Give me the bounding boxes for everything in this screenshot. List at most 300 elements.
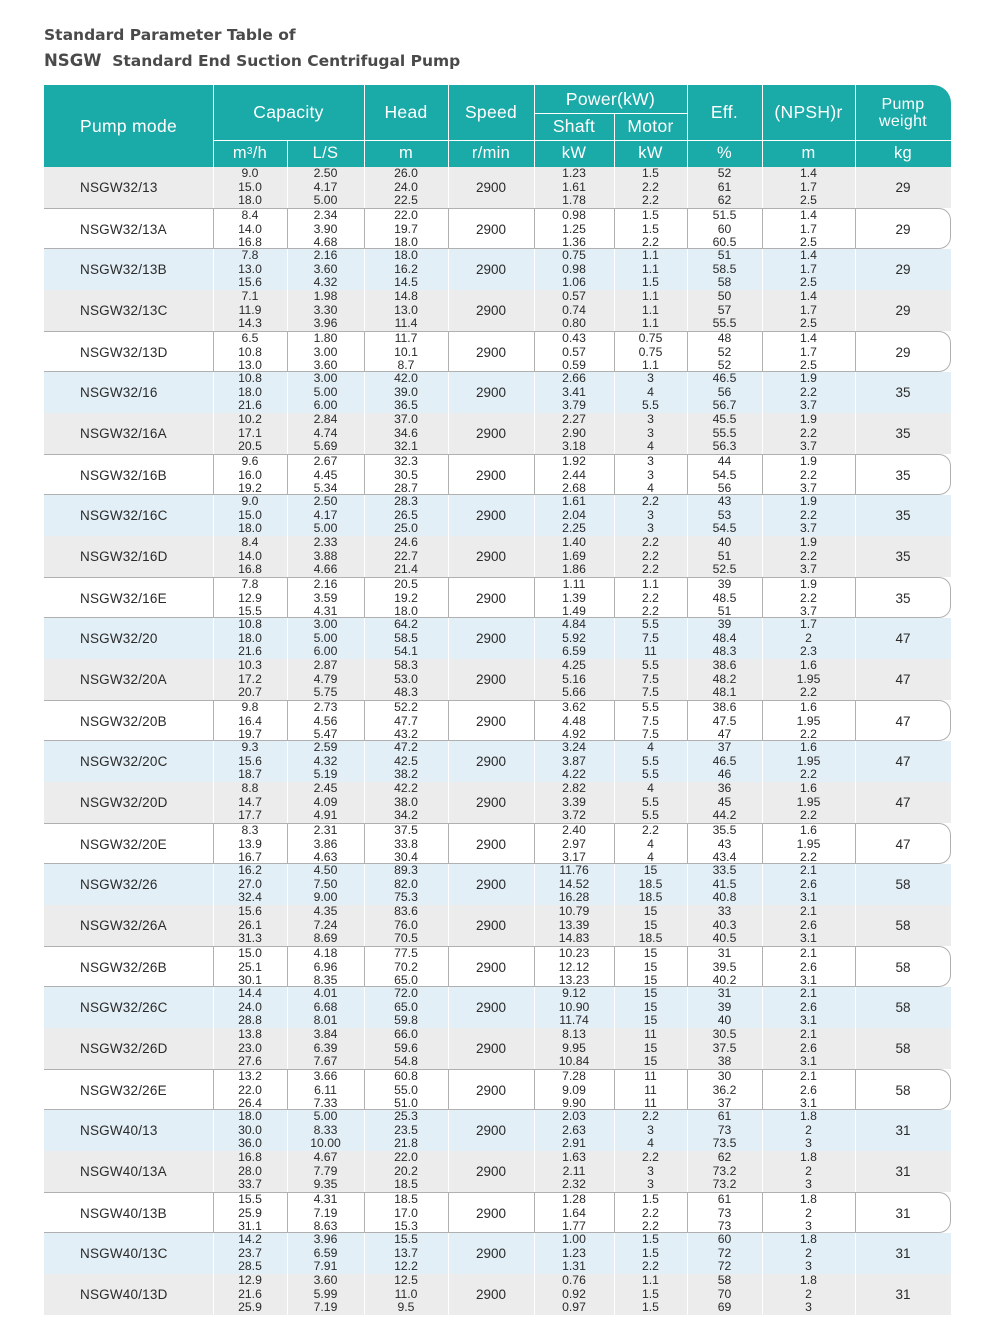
ls-cell <box>287 1193 364 1234</box>
h-value: 15.5 <box>394 1232 418 1246</box>
motor-cell <box>614 1028 687 1069</box>
q-value: 24.0 <box>238 999 262 1014</box>
shaft-cell <box>534 290 614 331</box>
npsh-value: 2.2 <box>800 507 817 522</box>
speed-cell: 2900 <box>475 591 507 606</box>
npsh-value: 2 <box>805 1122 812 1137</box>
table-row <box>44 618 951 659</box>
h-cell <box>364 413 448 454</box>
h-cell <box>364 1233 448 1274</box>
shaft-value: 2.32 <box>562 1177 586 1192</box>
npsh-value: 2 <box>805 630 812 645</box>
shaft-value: 9.90 <box>562 1096 586 1111</box>
npsh-value: 2.5 <box>800 235 817 250</box>
speed-cell: 2900 <box>475 468 507 483</box>
h-cell <box>364 824 448 865</box>
eff-value: 73 <box>717 1219 732 1234</box>
shaft-value: 0.92 <box>562 1286 586 1301</box>
npsh-value: 3.7 <box>800 439 817 454</box>
npsh-cell <box>762 1070 855 1111</box>
eff-value: 39.5 <box>712 959 737 974</box>
npsh-value: 3.1 <box>800 890 817 905</box>
ls-cell <box>287 987 364 1028</box>
eff-value: 37.5 <box>712 1040 737 1055</box>
shaft-cell <box>534 947 614 988</box>
h-cell <box>364 455 448 496</box>
q-value: 32.4 <box>238 890 262 905</box>
npsh-value: 2.2 <box>800 727 817 742</box>
table-row <box>44 987 951 1028</box>
shaft-value: 4.22 <box>562 767 586 782</box>
motor-cell <box>614 659 687 700</box>
eff-cell <box>687 618 762 659</box>
h-cell <box>364 618 448 659</box>
motor-value: 1.1 <box>642 289 659 303</box>
shaft-value: 7.28 <box>562 1069 586 1083</box>
shaft-value: 1.63 <box>562 1150 586 1164</box>
npsh-cell <box>762 290 855 331</box>
eff-value: 62 <box>717 193 732 208</box>
ls-cell <box>287 659 364 700</box>
weight-cell: 47 <box>895 714 911 729</box>
npsh-value: 3 <box>805 1219 812 1234</box>
motor-value: 1.1 <box>642 261 659 276</box>
npsh-value: 2.6 <box>800 999 817 1014</box>
eff-value: 38.6 <box>712 658 737 672</box>
eff-value: 54.5 <box>712 521 737 536</box>
shaft-value: 10.23 <box>558 946 590 960</box>
motor-cell <box>614 782 687 823</box>
npsh-cell <box>762 701 855 742</box>
weight-cell: 29 <box>895 345 911 360</box>
shaft-cell <box>534 536 614 577</box>
eff-value: 31 <box>717 986 732 1000</box>
h-value: 23.5 <box>394 1122 418 1137</box>
table-row <box>44 372 951 413</box>
shaft-value: 1.86 <box>562 562 586 577</box>
motor-value: 15 <box>643 946 658 960</box>
h-value: 72.0 <box>394 986 418 1000</box>
eff-value: 58 <box>717 275 732 290</box>
ls-value: 4.09 <box>313 794 338 809</box>
shaft-value: 0.75 <box>562 248 586 262</box>
npsh-value: 1.8 <box>800 1192 817 1206</box>
pump-model-cell: NSGW32/26B <box>80 960 167 975</box>
shaft-value: 2.90 <box>562 425 586 440</box>
npsh-cell <box>762 536 855 577</box>
shaft-value: 14.83 <box>558 931 590 946</box>
eff-value: 40 <box>717 535 732 549</box>
table-row <box>44 167 951 208</box>
shaft-cell <box>534 659 614 700</box>
q-cell <box>213 864 287 905</box>
shaft-value: 1.49 <box>562 604 586 619</box>
ls-value: 2.67 <box>313 454 338 468</box>
h-value: 13.0 <box>394 302 418 317</box>
eff-value: 56 <box>717 481 732 496</box>
npsh-cell <box>762 1110 855 1151</box>
speed-cell: 2900 <box>475 1041 507 1056</box>
motor-cell <box>614 167 687 208</box>
shaft-cell <box>534 905 614 946</box>
q-cell <box>213 701 287 742</box>
pump-model-cell: NSGW32/26C <box>80 1000 168 1015</box>
eff-value: 61 <box>717 179 732 194</box>
motor-cell <box>614 741 687 782</box>
eff-value: 45 <box>717 794 732 809</box>
npsh-value: 2.2 <box>800 850 817 865</box>
shaft-cell <box>534 1070 614 1111</box>
h-value: 58.5 <box>394 630 418 645</box>
motor-cell <box>614 290 687 331</box>
shaft-value: 9.95 <box>562 1040 586 1055</box>
eff-value: 48.5 <box>712 590 737 605</box>
table-row <box>44 413 951 454</box>
q-value: 28.0 <box>238 1163 262 1178</box>
npsh-value: 1.7 <box>800 617 817 631</box>
h-cell <box>364 905 448 946</box>
shaft-value: 3.41 <box>562 384 586 399</box>
eff-value: 46 <box>717 767 732 782</box>
shaft-cell <box>534 1233 614 1274</box>
npsh-cell <box>762 659 855 700</box>
header-motor: Motor <box>627 116 674 136</box>
q-cell <box>213 1151 287 1192</box>
table-body <box>44 167 951 1315</box>
q-value: 17.2 <box>238 671 262 686</box>
pump-model-cell: NSGW32/13 <box>80 180 158 195</box>
shaft-cell <box>534 1151 614 1192</box>
speed-cell: 2900 <box>475 1206 507 1221</box>
speed-cell: 2900 <box>475 222 507 237</box>
shaft-value: 1.06 <box>562 275 586 290</box>
ls-value: 6.39 <box>313 1040 338 1055</box>
ls-cell <box>287 209 364 250</box>
q-value: 15.0 <box>238 179 262 194</box>
eff-value: 69 <box>717 1300 732 1315</box>
eff-value: 51 <box>717 548 732 563</box>
q-value: 8.4 <box>241 535 259 549</box>
eff-value: 40 <box>717 1013 732 1028</box>
unit-shaft-kw: kW <box>561 144 587 162</box>
table-row <box>44 208 951 249</box>
eff-value: 48.3 <box>712 644 737 659</box>
npsh-value: 3.7 <box>800 481 817 496</box>
eff-value: 48.2 <box>712 671 737 686</box>
eff-cell <box>687 947 762 988</box>
npsh-cell <box>762 782 855 823</box>
eff-value: 38.6 <box>712 700 737 714</box>
ls-value: 3.60 <box>313 1273 338 1287</box>
ls-value: 2.50 <box>313 494 338 508</box>
eff-cell <box>687 824 762 865</box>
ls-cell <box>287 1233 364 1274</box>
h-value: 38.0 <box>394 794 418 809</box>
motor-value: 2.2 <box>642 590 659 605</box>
h-value: 59.8 <box>394 1013 418 1028</box>
h-value: 9.5 <box>397 1300 415 1315</box>
eff-value: 36.2 <box>712 1082 737 1097</box>
table-row <box>44 823 951 864</box>
pump-model-cell: NSGW32/16D <box>80 549 168 564</box>
npsh-cell <box>762 864 855 905</box>
eff-cell <box>687 209 762 250</box>
npsh-cell <box>762 1193 855 1234</box>
shaft-value: 1.69 <box>562 548 586 563</box>
ls-value: 4.35 <box>313 904 338 918</box>
ls-value: 4.01 <box>313 986 338 1000</box>
npsh-value: 3.1 <box>800 1013 817 1028</box>
h-value: 77.5 <box>394 946 418 960</box>
h-cell <box>364 249 448 290</box>
h-value: 83.6 <box>394 904 418 918</box>
pump-model-cell: NSGW40/13B <box>80 1206 167 1221</box>
shaft-value: 0.59 <box>562 358 586 373</box>
ls-value: 3.66 <box>313 1069 338 1083</box>
npsh-cell <box>762 249 855 290</box>
ls-value: 5.75 <box>313 685 338 700</box>
shaft-value: 1.78 <box>562 193 586 208</box>
ls-value: 8.35 <box>313 973 338 988</box>
ls-value: 3.84 <box>313 1027 338 1041</box>
h-value: 70.2 <box>394 959 418 974</box>
motor-value: 15 <box>643 973 658 988</box>
shaft-value: 1.25 <box>562 221 586 236</box>
ls-value: 7.19 <box>313 1300 338 1315</box>
shaft-value: 0.98 <box>562 261 586 276</box>
npsh-value: 2.1 <box>800 1027 817 1041</box>
shaft-value: 1.64 <box>562 1205 586 1220</box>
eff-value: 73.2 <box>712 1163 737 1178</box>
eff-value: 61 <box>717 1109 732 1123</box>
shaft-value: 12.12 <box>558 959 590 974</box>
eff-value: 73 <box>717 1205 732 1220</box>
npsh-value: 2.5 <box>800 316 817 331</box>
motor-value: 5.5 <box>642 794 659 809</box>
shaft-cell <box>534 209 614 250</box>
eff-cell <box>687 536 762 577</box>
ls-cell <box>287 455 364 496</box>
document-title-line2 <box>44 51 460 70</box>
npsh-cell <box>762 332 855 373</box>
shaft-value: 1.61 <box>562 494 586 508</box>
h-value: 37.5 <box>394 823 418 837</box>
npsh-value: 1.95 <box>796 671 821 686</box>
ls-value: 2.16 <box>313 577 338 591</box>
motor-value: 2.2 <box>642 1219 659 1234</box>
speed-cell: 2900 <box>475 385 507 400</box>
h-cell <box>364 290 448 331</box>
shaft-value: 4.25 <box>562 658 586 672</box>
shaft-cell <box>534 987 614 1028</box>
motor-value: 4 <box>647 850 654 865</box>
weight-cell: 31 <box>895 1287 911 1302</box>
q-value: 8.3 <box>241 823 259 837</box>
h-value: 13.7 <box>394 1245 418 1260</box>
eff-value: 43.4 <box>712 850 737 865</box>
shaft-value: 1.36 <box>562 235 586 250</box>
q-cell <box>213 1233 287 1274</box>
ls-value: 8.63 <box>313 1219 338 1234</box>
motor-value: 15 <box>643 1054 658 1069</box>
npsh-value: 3 <box>805 1259 812 1274</box>
h-cell <box>364 987 448 1028</box>
q-cell <box>213 1110 287 1151</box>
header-pump-weight <box>855 85 951 140</box>
ls-cell <box>287 864 364 905</box>
ls-value: 6.11 <box>314 1082 337 1097</box>
table-row <box>44 1151 951 1192</box>
ls-value: 3.96 <box>313 1232 338 1246</box>
speed-cell: 2900 <box>475 754 507 769</box>
weight-cell: 58 <box>895 1000 911 1015</box>
npsh-value: 1.4 <box>800 331 817 345</box>
npsh-value: 2.1 <box>800 986 817 1000</box>
shaft-value: 13.39 <box>558 917 590 932</box>
weight-cell: 35 <box>895 508 911 523</box>
eff-value: 44.2 <box>712 808 737 823</box>
q-cell <box>213 332 287 373</box>
q-value: 15.5 <box>238 1192 262 1206</box>
shaft-value: 1.23 <box>562 166 586 180</box>
table-row <box>44 536 951 577</box>
q-value: 13.9 <box>238 836 262 851</box>
npsh-value: 2.3 <box>800 644 817 659</box>
shaft-value: 11.76 <box>559 863 589 877</box>
q-cell <box>213 1274 287 1315</box>
eff-cell <box>687 332 762 373</box>
motor-value: 4 <box>647 384 654 399</box>
q-value: 17.7 <box>238 808 262 823</box>
motor-value: 2.2 <box>642 548 659 563</box>
shaft-value: 2.63 <box>562 1122 586 1137</box>
h-value: 14.5 <box>394 275 418 290</box>
shaft-value: 2.97 <box>562 836 586 851</box>
q-value: 12.9 <box>238 1273 262 1287</box>
h-value: 28.3 <box>394 494 418 508</box>
h-value: 11.4 <box>394 316 418 331</box>
motor-value: 2.2 <box>642 235 659 250</box>
q-value: 25.1 <box>238 959 262 974</box>
h-cell <box>364 741 448 782</box>
header-npsh: (NPSH)r <box>774 102 843 122</box>
npsh-value: 2.1 <box>800 946 817 960</box>
q-value: 16.0 <box>238 467 262 482</box>
ls-value: 4.31 <box>313 604 338 619</box>
motor-value: 2.2 <box>642 193 659 208</box>
q-cell <box>213 741 287 782</box>
h-value: 54.8 <box>394 1054 418 1069</box>
npsh-value: 2.6 <box>800 959 817 974</box>
ls-value: 2.50 <box>313 166 338 180</box>
q-value: 10.3 <box>238 658 262 672</box>
ls-value: 2.33 <box>313 535 338 549</box>
table-row <box>44 1192 951 1233</box>
shaft-cell <box>534 1274 614 1315</box>
q-value: 9.3 <box>241 740 259 754</box>
pump-model-cell: NSGW32/20E <box>80 837 167 852</box>
q-cell <box>213 167 287 208</box>
npsh-value: 2.1 <box>800 1069 817 1083</box>
ls-value: 7.19 <box>313 1205 338 1220</box>
weight-cell: 47 <box>895 672 911 687</box>
shaft-cell <box>534 167 614 208</box>
shaft-value: 10.79 <box>558 904 590 918</box>
h-value: 33.8 <box>394 836 418 851</box>
q-value: 26.4 <box>238 1096 262 1111</box>
motor-value: 5.5 <box>642 617 659 631</box>
npsh-value: 1.9 <box>800 577 817 591</box>
ls-value: 3.96 <box>313 316 338 331</box>
shaft-value: 2.04 <box>562 507 586 522</box>
q-value: 15.6 <box>238 904 262 918</box>
motor-value: 5.5 <box>642 753 659 768</box>
motor-value: 1.5 <box>642 1286 659 1301</box>
q-value: 14.0 <box>238 548 262 563</box>
pump-model-cell: NSGW32/20C <box>80 754 168 769</box>
eff-cell <box>687 372 762 413</box>
npsh-cell <box>762 947 855 988</box>
shaft-value: 4.48 <box>562 713 586 728</box>
eff-value: 54.5 <box>712 467 737 482</box>
npsh-value: 2.2 <box>800 548 817 563</box>
q-value: 25.9 <box>238 1300 262 1315</box>
shaft-value: 0.57 <box>562 344 586 359</box>
eff-value: 58.5 <box>712 261 737 276</box>
table-row <box>44 864 951 905</box>
eff-value: 52 <box>717 344 732 359</box>
header-head: Head <box>384 102 428 122</box>
q-value: 15.0 <box>238 507 262 522</box>
q-value: 9.6 <box>241 454 259 468</box>
npsh-value: 1.9 <box>800 371 817 385</box>
eff-value: 53 <box>717 507 732 522</box>
eff-value: 41.5 <box>712 876 737 891</box>
motor-cell <box>614 1070 687 1111</box>
motor-value: 1.1 <box>642 302 659 317</box>
speed-cell: 2900 <box>475 262 507 277</box>
eff-value: 50 <box>717 289 732 303</box>
npsh-value: 1.7 <box>800 261 817 276</box>
npsh-value: 3.1 <box>800 931 817 946</box>
ls-value: 9.35 <box>313 1177 338 1192</box>
motor-value: 1.5 <box>642 1192 659 1206</box>
q-cell <box>213 290 287 331</box>
eff-cell <box>687 578 762 619</box>
npsh-value: 1.95 <box>796 713 821 728</box>
motor-value: 5.5 <box>642 700 659 714</box>
h-value: 64.2 <box>394 617 418 631</box>
ls-value: 4.17 <box>313 179 338 194</box>
h-value: 18.5 <box>394 1177 418 1192</box>
ls-value: 2.84 <box>313 412 338 426</box>
ls-value: 4.50 <box>313 863 338 877</box>
h-value: 82.0 <box>394 876 418 891</box>
npsh-value: 2 <box>805 1163 812 1178</box>
h-value: 30.5 <box>394 467 418 482</box>
q-cell <box>213 1070 287 1111</box>
eff-value: 56.3 <box>712 439 737 454</box>
motor-value: 3 <box>647 371 654 385</box>
npsh-value: 1.7 <box>800 179 817 194</box>
table-row <box>44 290 951 331</box>
q-value: 14.3 <box>238 316 262 331</box>
ls-value: 5.69 <box>313 439 338 454</box>
ls-value: 4.18 <box>313 946 338 960</box>
shaft-value: 2.82 <box>562 781 586 795</box>
q-value: 9.0 <box>241 166 259 180</box>
shaft-value: 4.84 <box>562 617 586 631</box>
